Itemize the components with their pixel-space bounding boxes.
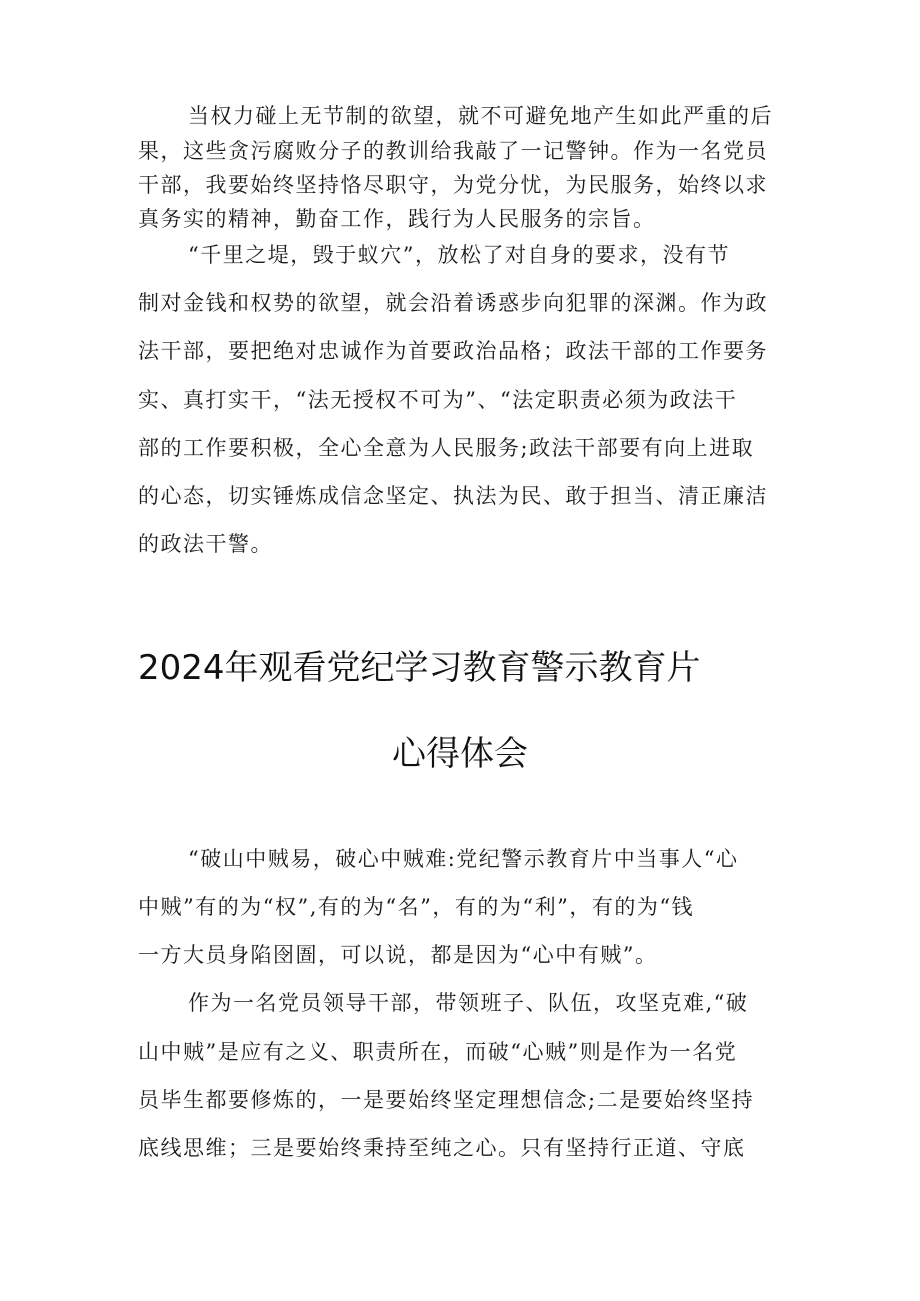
paragraph-line: 法干部，要把绝对忠诚作为首要政治品格；政法干部的工作要务	[138, 339, 768, 363]
paragraph-line: 底线思维；三是要始终秉持至纯之心。只有坚持行正道、守底	[138, 1136, 746, 1160]
document-title-line-1: 2024年观看党纪学习教育警示教育片	[138, 648, 701, 688]
paragraph-line: 的政法干警。	[138, 532, 273, 556]
paragraph-line: 员毕生都要修炼的，一是要始终坚定理想信念;二是要始终坚持	[138, 1088, 755, 1112]
paragraph-line: 的心态，切实锤炼成信念坚定、执法为民、敢于担当、清正廉洁	[138, 484, 768, 508]
paragraph-line: 实、真打实干，“法无授权不可为”、“法定职责必须为政法干	[138, 388, 738, 412]
paragraph-line: 当权力碰上无节制的欲望，就不可避免地产生如此严重的后	[188, 104, 773, 128]
paragraph-line: 作为一名党员领导干部，带领班子、队伍，攻坚克难,“破	[188, 991, 749, 1015]
paragraph-line: 真务实的精神，勤奋工作，践行为人民服务的宗旨。	[138, 207, 656, 231]
paragraph-line: 部的工作要积极，全心全意为人民服务;政法干部要有向上进取	[138, 436, 755, 460]
paragraph-line: 果，这些贪污腐败分子的教训给我敲了一记警钟。作为一名党员	[138, 139, 768, 163]
paragraph-line: “千里之堤，毁于蚁穴”，放松了对自身的要求，没有节	[188, 243, 730, 267]
paragraph-line: 中贼”有的为“权”,有的为“名”，有的为“利”，有的为“钱	[138, 895, 695, 919]
paragraph-line: 一方大员身陷囹圄，可以说，都是因为“心中有贼”。	[138, 943, 658, 967]
paragraph-line: “破山中贼易，破心中贼难:党纪警示教育片中当事人“心	[188, 847, 739, 871]
document-title-line-2: 心得体会	[392, 734, 528, 774]
paragraph-line: 制对金钱和权势的欲望，就会沿着诱惑步向犯罪的深渊。作为政	[138, 291, 768, 315]
paragraph-line: 山中贼”是应有之义、职责所在，而破“心贼”则是作为一名党	[138, 1040, 738, 1064]
paragraph-line: 干部，我要始终坚持恪尽职守，为党分忧，为民服务，始终以求	[138, 173, 768, 197]
